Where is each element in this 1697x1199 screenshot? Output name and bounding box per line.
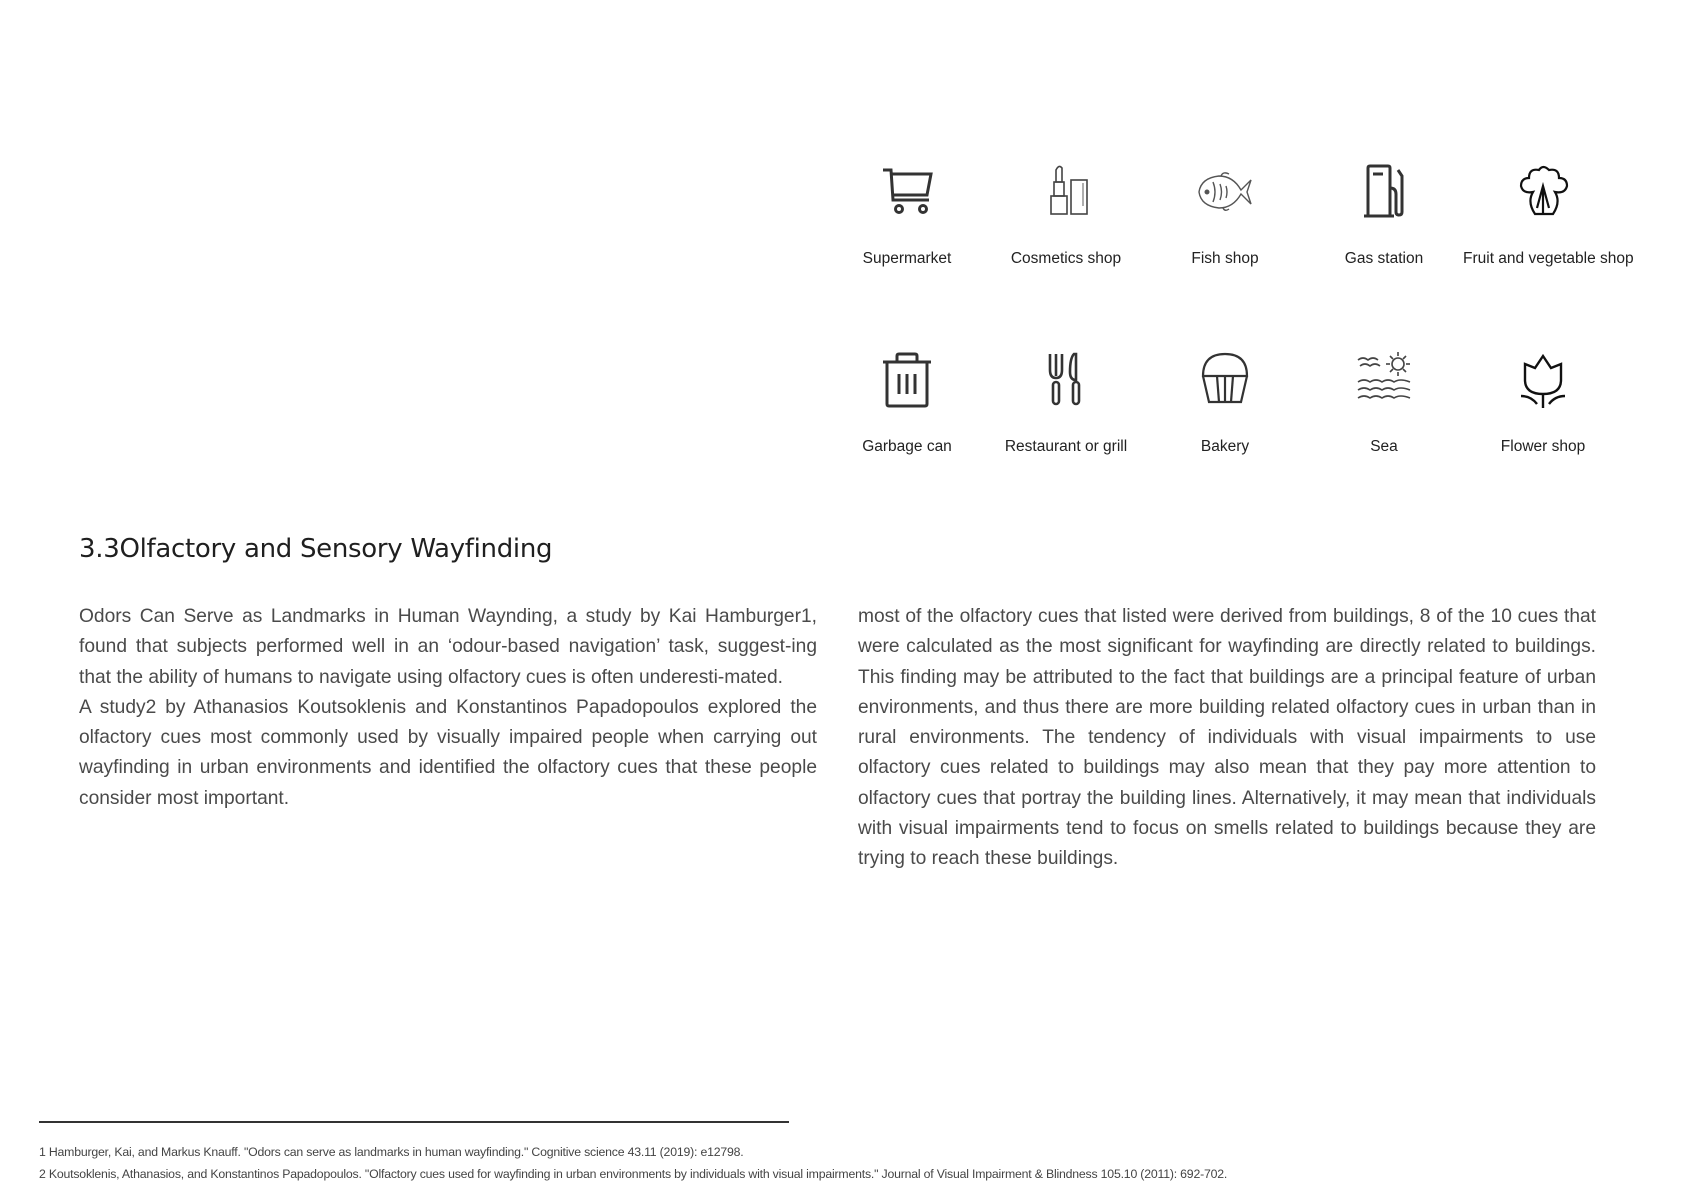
- sea-sun-icon: [1354, 350, 1414, 410]
- footnote-divider: [39, 1121, 789, 1123]
- paragraph: Odors Can Serve as Landmarks in Human Waynding, a study by Kai Hamburger1, found that subjects performed well in an ‘odour-based navigation’ task, suggest-ing that the ability of humans to navigate using olfactory cues is often underesti-mated.: [79, 606, 817, 688]
- vegetable-icon: [1513, 162, 1573, 222]
- icon-label: Cosmetics shop: [1010, 250, 1122, 267]
- paragraph: A study2 by Athanasios Koutsoklenis and Konstantinos Papadopoulos explored the olfactory cues most commonly used by visually impaired people when carrying out wayfinding in urban environments and identified the olfactory cues that these people consider most important.: [79, 696, 817, 809]
- icon-label: Bakery: [1200, 438, 1250, 455]
- icon-item-bakery: [1145, 350, 1305, 456]
- fuel-pump-icon: [1354, 162, 1414, 222]
- body-column-left: [79, 602, 817, 814]
- footnote-2: 2 Koutsoklenis, Athanasios, and Konstantinos Papadopoulos. "Olfactory cues used for wayfinding in urban environments by individuals with visual impairments." Journal of Visual Impairment & Blindness 105.10 (2011): 692-702.: [39, 1167, 1228, 1181]
- icon-item-flower-shop: [1463, 350, 1623, 456]
- paragraph: most of the olfactory cues that listed were derived from buildings, 8 of the 10 cues that were calculated as the most significant for wayfinding are directly related to buildings. This finding may be attributed to the fact that buildings are a principal feature of urban environments, and thus there are more building related olfactory cues in urban than in rural environments. The tendency of individuals with visual impairments to use olfactory cues related to buildings may also mean that they pay more attention to olfactory cues that portray the building lines. Alternatively, it may mean that individuals with visual impairments tend to focus on smells related to buildings because they are trying to reach these buildings.: [858, 606, 1596, 870]
- icon-label: Gas station: [1344, 250, 1424, 267]
- icon-label: Fruit and vegetable shop: [1463, 250, 1634, 267]
- icon-item-garbage-can: [827, 350, 987, 456]
- fork-knife-icon: [1036, 350, 1096, 410]
- icon-item-fish-shop: [1145, 162, 1305, 268]
- icon-label: Flower shop: [1500, 438, 1586, 455]
- icon-item-fruit-vegetable-shop: [1463, 162, 1634, 268]
- shopping-cart-icon: [877, 162, 937, 222]
- icon-label: Restaurant or grill: [1004, 438, 1128, 455]
- tulip-icon: [1513, 350, 1573, 410]
- icon-label: Garbage can: [862, 438, 952, 455]
- section-heading: 3.3Olfactory and Sensory Wayfinding: [79, 534, 553, 564]
- fish-icon: [1195, 162, 1255, 222]
- icon-item-gas-station: [1304, 162, 1464, 268]
- icon-item-restaurant-grill: [986, 350, 1146, 456]
- footnote-1: 1 Hamburger, Kai, and Markus Knauff. "Odors can serve as landmarks in human wayfinding." Cognitive science 43.11 (2019): e12798.: [39, 1145, 744, 1159]
- icon-item-sea: [1304, 350, 1464, 456]
- trash-can-icon: [877, 350, 937, 410]
- cupcake-icon: [1195, 350, 1255, 410]
- icon-label: Fish shop: [1191, 250, 1259, 267]
- lipstick-icon: [1036, 162, 1096, 222]
- footnotes: [39, 1141, 1227, 1185]
- icon-label: Supermarket: [862, 250, 952, 267]
- icon-label: Sea: [1370, 438, 1398, 455]
- body-column-right: [858, 602, 1596, 875]
- icon-item-cosmetics-shop: [986, 162, 1146, 268]
- icon-item-supermarket: [827, 162, 987, 268]
